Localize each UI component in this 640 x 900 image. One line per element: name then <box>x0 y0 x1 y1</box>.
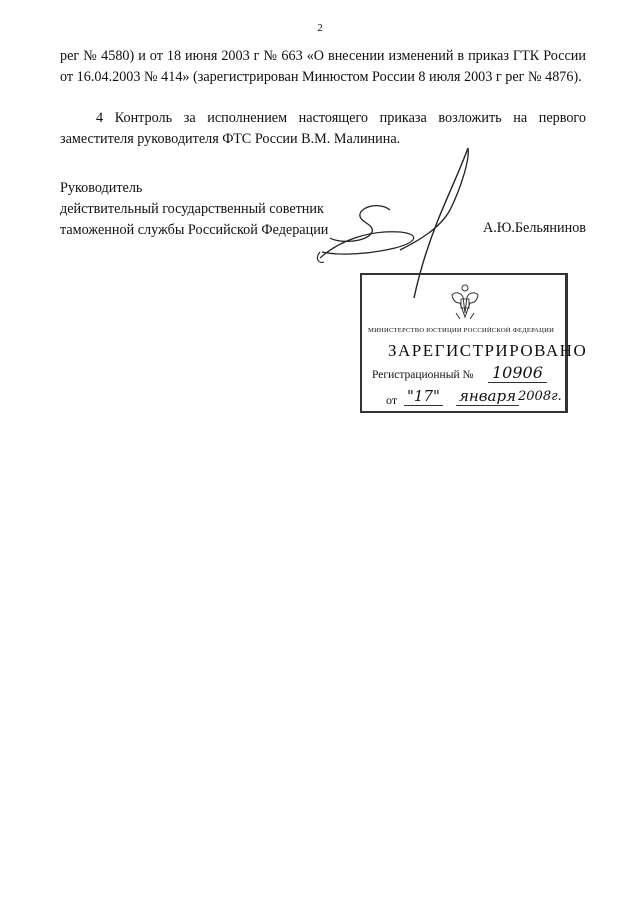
paragraph-item-4: 4 Контроль за исполнением настоящего приказа возложить на первого заместителя руководителя ФТС России В.М. Малинина. <box>60 110 586 147</box>
page-number: 2 <box>317 22 323 34</box>
double-headed-eagle-emblem-icon <box>448 283 482 321</box>
stamp-regnum-label: Регистрационный № <box>372 369 474 381</box>
stamp-ministry-name: МИНИСТЕРСТВО ЮСТИЦИИ РОССИЙСКОЙ ФЕДЕРАЦИИ <box>368 327 555 334</box>
stamp-regnum-value: 10906 <box>488 363 547 383</box>
stamp-date-year: 2008г. <box>518 389 562 404</box>
signer-name: А.Ю.Бельянинов <box>482 220 586 236</box>
signer-position-line1: Руководитель <box>60 180 143 196</box>
paragraph-continuation: рег № 4580) и от 18 июня 2003 г № 663 «О внесении изменений в приказ ГТК России от 16.04.2003 № 414» (зарегистрирован Минюстом России 8 июля 2003 г рег № 4876). <box>60 48 586 85</box>
registration-stamp <box>360 273 588 413</box>
stamp-date-month: января <box>456 387 519 406</box>
signer-position-line2: действительный государственный советник <box>60 201 324 217</box>
signer-position-line3: таможенной службы Российской Федерации <box>60 222 329 238</box>
signature-block <box>60 178 328 241</box>
stamp-date-prefix: от <box>386 393 398 407</box>
stamp-date-day: "17" <box>404 387 443 406</box>
stamp-registered-label: ЗАРЕГИСТРИРОВАНО <box>388 341 588 360</box>
